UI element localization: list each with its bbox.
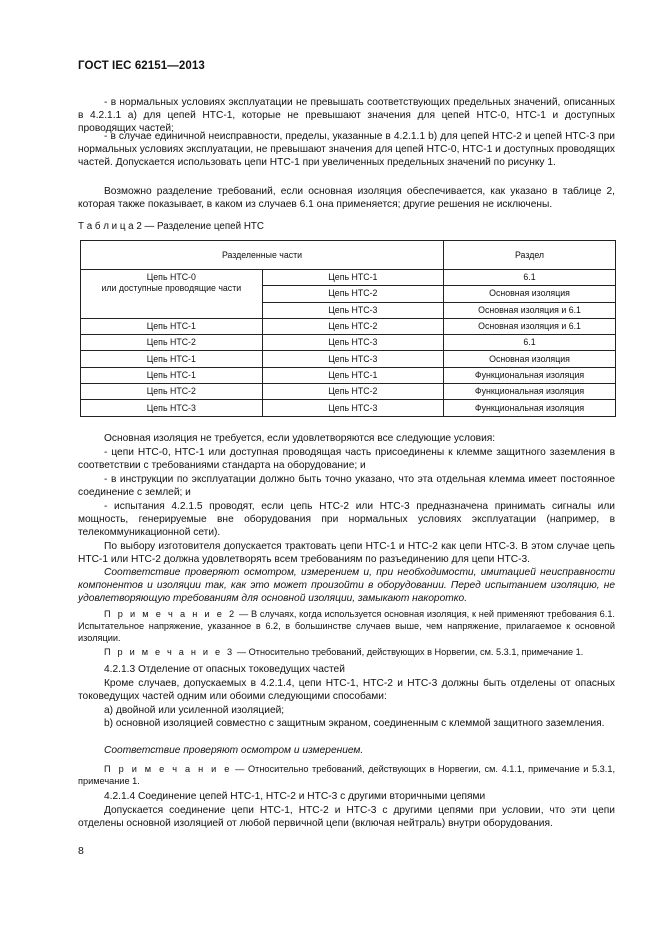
table-cell: Цепь НТС-2 [262, 318, 443, 334]
condition-2: - в инструкции по эксплуатации должно быть точно указано, что эта отдельная клемма имеет постоянное соединение с землей; и [78, 474, 615, 499]
group-cell: Цепь НТС-0 или доступные проводящие части [81, 270, 263, 319]
table-caption [78, 221, 264, 232]
table-cell: Цепь НТС-2 [262, 286, 443, 302]
table-row [81, 384, 616, 400]
condition-3: - испытания 4.2.1.5 проводят, если цепь НТС-2 или НТС-3 предназначена принимать сигналы или мощность, генерируемые вне оборудования при нормальных условиях эксплуатации (например, в телекоммуникационной сети). [78, 501, 615, 539]
conditions-intro: Основная изоляция не требуется, если удовлетворяются все следующие условия: [104, 433, 496, 444]
table-cell: Цепь НТС-3 [81, 400, 263, 416]
note-label: П р и м е ч а н и е [104, 764, 232, 774]
page-number: 8 [78, 845, 84, 857]
table-cell: Цепь НТС-2 [81, 335, 263, 351]
table-cell: Цепь НТС-1 [81, 367, 263, 383]
table-cell: Цепь НТС-3 [262, 400, 443, 416]
table-cell: Цепь НТС-3 [262, 335, 443, 351]
table-cell: Цепь НТС-1 [262, 270, 443, 286]
table-cell: Цепь НТС-3 [262, 351, 443, 367]
note-3-label: П р и м е ч а н и е 3 [104, 647, 235, 657]
header-section: Раздел [444, 241, 616, 270]
table-cell: Основная изоляция [444, 286, 616, 302]
table-cell: Функциональная изоляция [444, 367, 616, 383]
section-4-2-1-4-title: 4.2.1.4 Соединение цепей НТС-1, НТС-2 и НТС-3 с другими вторичными цепями [104, 791, 486, 802]
table-cell: Основная изоляция и 6.1 [444, 302, 616, 318]
table-header-row [81, 241, 616, 270]
table-row [81, 270, 616, 286]
table-cell: Функциональная изоляция [444, 400, 616, 416]
note-2 [78, 608, 615, 644]
note-3 [78, 646, 615, 658]
table-row [81, 400, 616, 416]
table-row [81, 367, 616, 383]
table-cell: Цепь НТС-2 [81, 384, 263, 400]
condition-1: - цепи НТС-0, НТС-1 или доступная проводящая часть присоединены к клемме защитного заземления в соответствии с требованиями стандарта на оборудование; и [78, 447, 615, 472]
table-cell: Цепь НТС-1 [262, 367, 443, 383]
table-cell: Цепь НТС-2 [262, 384, 443, 400]
note-3-text: — Относительно требований, действующих в Норвегии, см. 5.3.1, примечание 1. [234, 647, 584, 657]
note-text: — Относительно требований, действующих в Норвегии, см. 4.1.1, примечание и 5.3.1, примечание 1. [78, 764, 615, 786]
document-header: ГОСТ IEC 62151—2013 [78, 60, 205, 72]
compliance-text-1: Соответствие проверяют осмотром, измерением и, при необходимости, имитацией неисправности компонентов и изоляции так, как это может произойти в оборудовании. Перед испытанием изоляцию, не удовлетворяющую требованиям для основной изоляции, замыкают накоротко. [78, 567, 615, 605]
separation-table [80, 240, 616, 417]
section-4-2-1-3-title: 4.2.1.3 Отделение от опасных токоведущих частей [104, 664, 345, 675]
table-cell: 6.1 [444, 270, 616, 286]
table-cell: Функциональная изоляция [444, 384, 616, 400]
table-row [81, 335, 616, 351]
note-2-label: П р и м е ч а н и е 2 [104, 609, 237, 619]
table-row [81, 351, 616, 367]
note-2-text: — В случаях, когда используется основная изоляция, к ней применяют требования 6.1. Испытательное напряжение, указанное в 6.2, в большинстве случаев выше, чем напряжение, прилагаемое к основной изоляции. [78, 609, 615, 643]
table-cell: Основная изоляция и 6.1 [444, 318, 616, 334]
table-cell: Цепь НТС-1 [81, 318, 263, 334]
table-cell: Цепь НТС-1 [81, 351, 263, 367]
paragraph-separation: Возможно разделение требований, если основная изоляция обеспечивается, как указано в таблице 2, которая также показывает, в каком из случаев 6.1 она применяется; другие решения не исключены. [78, 186, 615, 211]
paragraph-normal-conditions: - в нормальных условиях эксплуатации не превышать соответствующих предельных значений, описанных в 4.2.1.1 а) для цепей НТС-1, которые не превышают значения для цепей НТС-0, НТС-1 и доступных проводящих частей; [78, 97, 615, 135]
list-item-b: b) основной изоляцией совместно с защитным экраном, соединенным с клеммой защитного заземления. [104, 718, 605, 729]
list-item-a: а) двойной или усиленной изоляцией; [104, 705, 285, 716]
manufacturer-choice: По выбору изготовителя допускается трактовать цепи НТС-1 и НТС-2 как цепи НТС-3. В этом случае цепь НТС-1 или НТС-2 должна удовлетворять всем требованиям по разъединению для цепи НТС-3. [78, 541, 615, 566]
header-parts: Разделенные части [81, 241, 444, 270]
section-4-2-1-3-text: Кроме случаев, допускаемых в 4.2.1.4, цепи НТС-1, НТС-2 и НТС-3 должны быть отделены от опасных токоведущих частей одним или обоими следующими способами: [78, 678, 615, 703]
table-caption-text: — Разделение цепей НТС [141, 221, 264, 232]
table-cell: 6.1 [444, 335, 616, 351]
table-cell: Основная изоляция [444, 351, 616, 367]
table-cell: Цепь НТС-3 [262, 302, 443, 318]
note-norway [78, 763, 615, 787]
table-row [81, 318, 616, 334]
section-4-2-1-4-text: Допускается соединение цепи НТС-1, НТС-2 и НТС-3 с другими цепями при условии, что эти цепи отделены основной изоляцией от любой первичной цепи (включая нейтраль) внутри оборудования. [78, 805, 615, 830]
table-caption-label: Т а б л и ц а 2 [78, 221, 142, 232]
paragraph-single-fault: - в случае единичной неисправности, пределы, указанные в 4.2.1.1 b) для цепей НТС-2 и цепей НТС-3 при нормальных условиях эксплуатации, не превышают значения для цепей НТС-0, НТС-1 и доступных проводящих частей. Допускается использовать цепи НТС-1 при увеличенных предельных значений по рисунку 1. [78, 131, 615, 169]
compliance-text-2: Соответствие проверяют осмотром и измерением. [104, 745, 364, 756]
